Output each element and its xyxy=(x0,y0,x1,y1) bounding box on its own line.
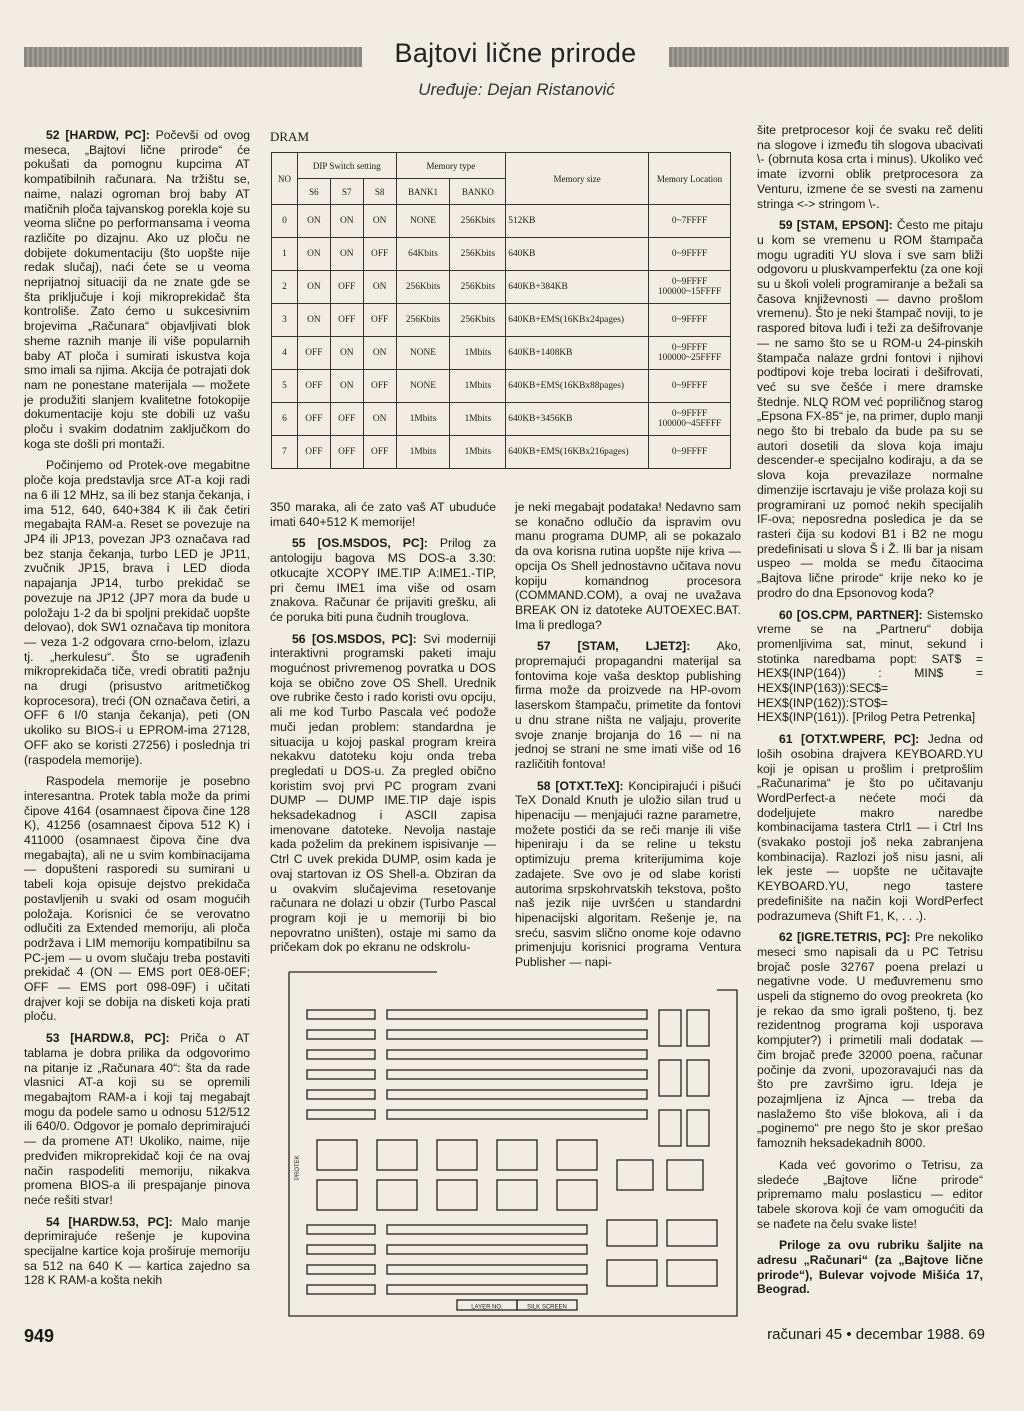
entry-tag-59: 59 [STAM, EPSON]: xyxy=(779,218,893,233)
entry-text-57: Ako, propremajući propagandni materijal sa fontovima koje vaša desktop publishing firma može da proizvede na HP-ovom laserskom štampaču, primetite da fontovi u dnu strane ništa ne valjaju, proverite svoje znanje brojanja do 16 — ni na jednoj se strani ne sme imati više od 16 različitih fontova! xyxy=(515,639,741,771)
masthead-bar-left xyxy=(24,47,362,67)
dram-cell-size: 640KB xyxy=(506,238,649,271)
entry-text-54: Malo manje deprimirajuće rešenje je kupovina specijalne kartice koja proširuje memoriju sa 512 na 640 K — kartica zajedno sa 128 K RAM-a košta nekih xyxy=(24,1214,250,1288)
dram-cell-size: 640KB+384KB xyxy=(506,271,649,304)
entry-text-61: Jedna od loših osobina drajvera KEYBOARD.YU koji je opisan u prošlim i pretprošlim „Računarima“ je što po učitavanju WordPerfect-a nećete moći da dodeljujete makro naredbe kombinacijama tastera Ctrl1 — i Ctrl Ins (svakako postoji još neka zabranjena kombinacija). Razlozi još nisu jasni, ali lek jeste — uopšte ne učitavajte KEYBOARD.YU, nego tastere predefinišite na način koji WordPerfect podrazumeva (Shift F1, K, . . .). xyxy=(757,732,983,923)
column-3 xyxy=(515,500,741,977)
slot-long-4 xyxy=(387,1070,647,1079)
dram-cell-bank0: 256Kbits xyxy=(450,271,506,304)
chip-12 xyxy=(667,1260,717,1286)
slot-long-10 xyxy=(387,1285,587,1294)
motherboard-layout-diagram xyxy=(287,970,739,1318)
dram-cell-no: 0 xyxy=(272,205,298,238)
chip-15 xyxy=(437,1140,477,1170)
chip-10 xyxy=(667,1220,717,1246)
dram-cell-s6: ON xyxy=(297,304,330,337)
dram-row xyxy=(272,304,731,337)
dram-cell-loc: 0~9FFFF xyxy=(649,238,731,271)
dram-cell-loc: 0~9FFFF 100000~45FFFF xyxy=(649,403,731,436)
dram-cell-bank0: 256Kbits xyxy=(450,205,506,238)
slot-4 xyxy=(307,1070,375,1079)
entry-text-60: Sistemsko vreme se na „Partneru“ dobija promenljivima sat, minut, sekund i stotinka naredbama popt: SAT$ = HEX$(INP(164)) : MIN$ = HEX$(INP(163)):SEC$= HEX$(INP(162)):STO$= HEX$(INP(161)). [Prilog Petra Petrenka] xyxy=(757,607,983,725)
paragraph-52 xyxy=(24,128,250,451)
slot-7 xyxy=(307,1225,375,1234)
dram-header-s8: S8 xyxy=(363,179,396,205)
dram-header-bank1: BANK1 xyxy=(396,179,450,205)
dram-cell-s8: ON xyxy=(363,205,396,238)
paragraph-62 xyxy=(757,930,983,1151)
dram-header-bank0: BANKO xyxy=(450,179,506,205)
dram-cell-bank0: 256Kbits xyxy=(450,238,506,271)
dram-cell-s7: OFF xyxy=(330,271,363,304)
dram-cell-s8: ON xyxy=(363,403,396,436)
dram-cell-bank1: 256Kbits xyxy=(396,304,450,337)
entry-text-53: Priča o AT tablama je dobra prilika da odgovorimo na pitanje iz „Računara 40“: šta da rade vlasnici AT-a koji su se opremili megabajtom RAM-a i koji taj megabajt mogu da podele samo u odnosu 512/512 ili 640/0. Odgovor je pomalo deprimirajući — da promene AT! Ukoliko, naime, nije predviđen mikroprekidač koji će na ovaj način raspodeliti memoriju, nikakva promena BIOS-a ili prespajanje pinova neće rešiti stvar! xyxy=(24,1031,250,1207)
dram-cell-s6: ON xyxy=(297,205,330,238)
paragraph-52c: Raspodela memorije je posebno interesantna. Protek tabla može da primi čipove 4164 (osamnaest čipova čine 128 K), 41256 (osamnaest čipova 512 K) i 411000 (osamnaest čipova čine dva megabajta), ali ne u svim kombinacijama — dopušteni rasporedi su sumirani u tabeli koja opisuje dejstvo prekidača postavljenih u svaki od osam mogućih položaja. Korisnici će se verovatno odlučiti za Extended memoriju, ali ploča podržava i LIM memoriju kompatibilnu sa PC-jem — u ovom slučaju treba postaviti prekidač 4 (ON — EMS port 0E8-0EF; OFF — EMS port 098-09F) i učitati drajver koji se dobija na disketi koja prati ploču. xyxy=(24,774,250,1024)
chip-11 xyxy=(607,1260,657,1286)
paragraph-55 xyxy=(270,536,496,624)
dram-cell-s7: ON xyxy=(330,370,363,403)
dram-cell-size: 640KB+EMS(16KBx88pages) xyxy=(506,370,649,403)
column-1 xyxy=(24,128,250,1295)
dram-row xyxy=(272,436,731,469)
dram-cell-s6: OFF xyxy=(297,436,330,469)
dram-cell-size: 512KB xyxy=(506,205,649,238)
chip-6 xyxy=(687,1110,709,1146)
chip-17 xyxy=(557,1140,597,1170)
dram-cell-s7: OFF xyxy=(330,436,363,469)
silk-label: SILK SCREEN xyxy=(527,1304,567,1311)
dram-cell-s7: ON xyxy=(330,337,363,370)
dram-cell-s6: ON xyxy=(297,238,330,271)
dram-cell-no: 2 xyxy=(272,271,298,304)
page-title: Bajtovi lične prirode xyxy=(394,38,637,68)
dram-header-s6: S6 xyxy=(297,179,330,205)
paragraph-54-end: 350 maraka, ali će zato vaš AT ubuduće imati 640+512 K memorije! xyxy=(270,500,496,529)
dram-cell-size: 640KB+1408KB xyxy=(506,337,649,370)
page-subtitle: Uređuje: Dejan Ristanović xyxy=(418,80,615,99)
masthead xyxy=(24,38,1009,72)
dram-cell-s6: OFF xyxy=(297,403,330,436)
slot-3 xyxy=(307,1050,375,1059)
paragraph-61 xyxy=(757,732,983,923)
chip-16 xyxy=(497,1140,537,1170)
chip-7 xyxy=(617,1160,653,1190)
entry-tag-55: 55 [OS.MSDOS, PC]: xyxy=(292,536,428,551)
paragraph-60 xyxy=(757,608,983,726)
dram-cell-bank1: NONE xyxy=(396,337,450,370)
chip-2 xyxy=(687,1010,709,1046)
layer-label: LAYER NO. xyxy=(471,1304,503,1311)
dram-cell-size: 640KB+EMS(16KBx24pages) xyxy=(506,304,649,337)
dram-cell-bank1: 1Mbits xyxy=(396,403,450,436)
entry-tag-53: 53 [HARDW.8, PC]: xyxy=(46,1031,170,1046)
masthead-bar-right xyxy=(669,47,1009,67)
slot-6 xyxy=(307,1110,375,1119)
dram-cell-no: 7 xyxy=(272,436,298,469)
chip-20 xyxy=(437,1180,477,1210)
dram-cell-s6: OFF xyxy=(297,370,330,403)
dram-cell-s7: OFF xyxy=(330,304,363,337)
entry-tag-52: 52 [HARDW, PC]: xyxy=(46,128,150,142)
chip-21 xyxy=(497,1180,537,1210)
dram-row xyxy=(272,271,731,304)
dram-header-no: NO xyxy=(272,153,298,205)
dram-cell-size: 640KB+EMS(16KBx216pages) xyxy=(506,436,649,469)
paragraph-63: Kada već govorimo o Tetrisu, za sledeće „Bajtove lične prirode“ pripremamo malu poslasticu — editor tabele skorova koji će vam omogućiti da se nađete na čelu svake liste! xyxy=(757,1157,983,1231)
chip-1 xyxy=(659,1010,681,1046)
dram-table-label: DRAM xyxy=(270,129,310,144)
slot-long-3 xyxy=(387,1050,647,1059)
dram-header-memloc: Memory Location xyxy=(649,153,731,205)
dram-cell-bank0: 1Mbits xyxy=(450,403,506,436)
dram-cell-s8: OFF xyxy=(363,436,396,469)
dram-cell-s7: ON xyxy=(330,205,363,238)
dram-row xyxy=(272,238,731,271)
entry-text-52: Počevši od ovog meseca, „Bajtovi lične prirode“ će pokušati da pomognu kupcima AT kompatibilnih računara. Na tržištu se, naime, nalazi ogroman broj baby AT matičnih ploča tajvanskog porekla koje su veoma slične po performansama i veoma različite po dizajnu. Ako uz ploču ne dobijete dokumentaciju (što uopšte nije redak slučaj), naći ćete se u veoma neprijatnoj situaciji da ne znate gde se šta priključuje i koji mikroprekidač šta kontroliše. Zato ćemo u sukcesivnim brojevima „Računara“ objavljivati blok sheme raznih manje ili više popularnih baby AT ploča i sumirati iskustva koja smo imali sa njima. Akcija će potrajati dok nam ne ponestane materijala — možete je produžiti slanjem kvalitetne fotokopije dokumentacije koju ste dobili uz vašu ploču i svakim dodatnim zaključkom do koga ste došli pri montaži. xyxy=(24,128,250,451)
chip-18 xyxy=(317,1180,357,1210)
entry-tag-56: 56 [OS.MSDOS, PC]: xyxy=(292,631,417,646)
dram-header-dip: DIP Switch setting xyxy=(297,153,396,179)
chip-4 xyxy=(687,1060,709,1096)
slot-long-9 xyxy=(387,1265,587,1274)
chip-3 xyxy=(659,1060,681,1096)
paragraph-58 xyxy=(515,779,741,970)
dram-header-s7: S7 xyxy=(330,179,363,205)
brand-label: PROTEK xyxy=(295,1155,301,1180)
dram-cell-s8: ON xyxy=(363,271,396,304)
dram-row xyxy=(272,205,731,238)
dram-cell-bank1: 64Kbits xyxy=(396,238,450,271)
dram-cell-bank0: 1Mbits xyxy=(450,370,506,403)
dram-cell-s8: OFF xyxy=(363,238,396,271)
page-number-left: 949 xyxy=(24,1326,55,1346)
entry-tag-62: 62 [IGRE.TETRIS, PC]: xyxy=(779,930,911,945)
chip-13 xyxy=(317,1140,357,1170)
entry-text-62: Pre nekoliko meseci smo napisali da u PC Tetrisu brojač posle 32767 poena prelazi u negativne vode. U međuvremenu smo uspeli da stignemo do ovog preokreta (ko je rekao da smo igrali pošteno, tj. bez rezidentnog programa koji usporava kompjuter?) i primetili mali dodatak — čim brojač pređe 32000 poena, računar počinje da zvoni, upozoravajući nas da što pre završimo igru. Ideja je pozajmljena iz Ajnca — treba da naslažemo što više blokova, ali i da „poginemo“ pre nego što je skor prešao famoznih heksadekadnih 8000. xyxy=(757,930,983,1151)
entry-text-56: Svi moderniji interaktivni programski paketi imaju mogućnost privremenog povratka u DOS koja se obično zove OS Shell. Urednik ove rubrike često i rado koristi ovu opciju, ali me kod Turbo Pascala već podože muči jedan problem: standardna je situacija u kojoj paskal program kreira nekakvu datoteku koju onda treba pregledati u DOS-u. Za pregled obično koristim svoj prvi PC program zvani DUMP — DUMP IME.TIP daje ispis heksadekadnog i ASCII zapisa imenovane datoteke. Nevolja nastaje kada poželim da prekinem ispisivanje — Ctrl C uvek prekida DUMP, osim kada je ovaj startovan iz OS Shell-a. Obziran da u ovakvim slučajevima resetovanje računara ne dolazi u obzir (Turbo Pascal program koji je u memoriji bi bio nepovratno uništen), ostaje mi samo da pričekam dok po ekranu ne odskrolu- xyxy=(270,631,496,955)
dram-cell-loc: 0~9FFFF xyxy=(649,304,731,337)
dram-cell-loc: 0~7FFFF xyxy=(649,205,731,238)
dram-cell-loc: 0~9FFFF 100000~15FFFF xyxy=(649,271,731,304)
slot-1 xyxy=(307,1010,375,1019)
paragraph-53 xyxy=(24,1031,250,1207)
dram-cell-no: 1 xyxy=(272,238,298,271)
dram-cell-bank1: NONE xyxy=(396,370,450,403)
paragraph-54 xyxy=(24,1215,250,1289)
dram-cell-no: 6 xyxy=(272,403,298,436)
dram-row xyxy=(272,403,731,436)
dram-cell-loc: 0~9FFFF xyxy=(649,370,731,403)
dram-cell-bank0: 1Mbits xyxy=(450,436,506,469)
paragraph-57 xyxy=(515,639,741,771)
dram-cell-s8: OFF xyxy=(363,370,396,403)
entry-tag-54: 54 [HARDW.53, PC]: xyxy=(46,1214,173,1229)
entry-text-58: Koncipirajući i pišući TeX Donald Knuth je uložio silan trud u hipenaciju — menjajući razne parametre, možete postići da se reči manje ili više hipeniraju i da se reline u tekstu optimizuju prema kriterijumima koje zadajete. Sve ovo je od slabe koristi autorima srpskohrvatskih tekstova, pošto naš jezik nije uvršćen u standardni hipenacijski algoritam. Rešenje je, na sreću, sasvim slično onome koje odavno primenjuju korisnici programa Ventura Publisher — napi- xyxy=(515,778,741,970)
slot-long-6 xyxy=(387,1110,647,1119)
dram-cell-s7: ON xyxy=(330,238,363,271)
paragraph-56-end: je neki megabajt podataka! Nedavno sam se konačno odlučio da ispravim ovu manu programa DUMP, ali se pokazalo da ova korisna rutina uopšte nije kriva — opcija Os Shell jednostavno učitava novu kopiju komandnog procesora (COMMAND.COM), a ovaj ne uvažava BREAK ON iz datoteke AUTOEXEC.BAT. Ima li predloga? xyxy=(515,500,741,632)
dram-cell-s8: ON xyxy=(363,337,396,370)
dram-cell-s6: ON xyxy=(297,271,330,304)
slot-9 xyxy=(307,1265,375,1274)
chip-19 xyxy=(377,1180,417,1210)
entry-text-59: Često me pitaju u kom se vremenu u ROM štampača mogu ugraditi YU slova i sve sam bliži odgovoru u pluskvamperfektu (za one koji su u školi voleli programiranje a bežali sa časova književnosti — davno prošlom vremenu). Što je neki štampač noviji, to je raspored bitova luđi i teži za dešifrovanje — ne samo što se u ROM-u 24-pinskih štampača nalaze grdni fontovi i njihovi podtipovi koje treba locirati i dešifrovati, već su sve češće i mere dramske štednje. NLQ ROM već popriličnog starog „Epsona FX-85“ je, na primer, duplo manji nego što bi trebalo da bude pa su se autori dosetili da slova koja imaju descender-e specijalno kodiraju, a da se slova koja prevazilaze normalne dimenzije iscrtavaju je više prolaza koji su programirani uz pomoć nekih specijalih IF-ova; neposredna posledica je da se rasteri čija su kodovi B1 i B2 ne mogu predefinisati u slova Š i Ž. Ili bar ja nisam uspeo — molda se među čitaocima „Bajtova lične prirode“ krije neko ko je prodro do dna Epsonovog koda? xyxy=(757,218,983,600)
dram-cell-loc: 0~9FFFF xyxy=(649,436,731,469)
dram-header-memsize: Memory size xyxy=(506,153,649,205)
slot-long-1 xyxy=(387,1010,647,1019)
slot-long-8 xyxy=(387,1245,587,1254)
page-footer-right: računari 45 • decembar 1988. 69 xyxy=(767,1326,985,1343)
dram-cell-s7: OFF xyxy=(330,403,363,436)
dram-cell-s6: OFF xyxy=(297,337,330,370)
slot-10 xyxy=(307,1285,375,1294)
chip-22 xyxy=(557,1180,597,1210)
submission-note: Priloge za ovu rubriku šaljite na adresu „Računari“ (za „Bajtove lične prirode“), Bulevar vojvode Mišića 17, Beograd. xyxy=(757,1238,983,1297)
dram-cell-bank1: 256Kbits xyxy=(396,271,450,304)
dram-cell-loc: 0~9FFFF 100000~25FFFF xyxy=(649,337,731,370)
chip-5 xyxy=(659,1110,681,1146)
dram-cell-size: 640KB+3456KB xyxy=(506,403,649,436)
paragraph-56 xyxy=(270,632,496,955)
dram-table xyxy=(271,152,731,469)
dram-cell-bank1: 1Mbits xyxy=(396,436,450,469)
dram-header-memtype: Memory type xyxy=(396,153,506,179)
paragraph-58-end: šite pretprocesor koji će svaku reč deliti na slogove i između tih slogova ubacivati \- (obrnuta kosa crta i minus). Ukoliko već imate izvorni oblik pretprocesora za Venturu, izmene će se svesti na zamenu stringa <-> stringom \-. xyxy=(757,123,983,211)
dram-cell-no: 5 xyxy=(272,370,298,403)
entry-tag-60: 60 [OS.CPM, PARTNER]: xyxy=(779,607,923,622)
paragraph-59 xyxy=(757,218,983,600)
entry-tag-61: 61 [OTXT.WPERF, PC]: xyxy=(779,732,920,747)
dram-cell-no: 3 xyxy=(272,304,298,337)
slot-5 xyxy=(307,1090,375,1099)
dram-cell-bank0: 256Kbits xyxy=(450,304,506,337)
paragraph-52b: Počinjemo od Protek-ove megabitne ploče koja predstavlja srce AT-a koji radi na 6 ili 12 MHz, sa ili bez stanja čekanja, i ima 512, 640, 640+384 K ili čak četiri megabajta RAM-a. Reset se povezuje na JP4 ili JP13, povezan JP3 označava rad bez stanja čekanja, turbo LED je JP11, zvučnik JP15, brava i LED dioda napajanja JP14, turbo prekidač se povezuje na JP12 (JP7 mora da bude u položaju 1-2 da bi spoljni prekidač uopšte delovao), dok SW1 označava tip monitora — veza 1-2 odgovara crno-belom, izlazu tj. „herkulesu“. Što se ugrađenih mikroprekidača tiče, vredi obratiti pažnju na drugi (prisustvo aritmetičkog koprocesora), treći (ON označava četiri, a OFF 6 I/0 stanja čekanja), peti (ON ukoliko su BIOS-i u EPROM-ima 27128, OFF ako se koristi 27256) i poslednja tri (raspodela memorije). xyxy=(24,458,250,767)
chip-14 xyxy=(377,1140,417,1170)
dram-cell-bank1: NONE xyxy=(396,205,450,238)
dram-row xyxy=(272,370,731,403)
column-2 xyxy=(270,500,496,962)
dram-cell-s8: OFF xyxy=(363,304,396,337)
slot-long-5 xyxy=(387,1090,647,1099)
slot-long-7 xyxy=(387,1225,587,1234)
slot-2 xyxy=(307,1030,375,1039)
dram-cell-bank0: 1Mbits xyxy=(450,337,506,370)
dram-cell-no: 4 xyxy=(272,337,298,370)
chip-8 xyxy=(667,1160,703,1190)
dram-row xyxy=(272,337,731,370)
entry-tag-57: 57 [STAM, LJET2]: xyxy=(537,639,691,654)
entry-text-55: Prilog za antologiju bagova MS DOS-a 3.30: otkucajte XCOPY IME.TIP A:IME1.-TIP, pri čemu IME1 ima više od osam znakova. Računar će prijaviti grešku, ali će poruka biti puna čudnih trouglova. xyxy=(270,536,496,624)
column-4 xyxy=(757,123,983,1304)
entry-tag-58: 58 [OTXT.TeX]: xyxy=(537,778,624,793)
slot-long-2 xyxy=(387,1030,647,1039)
slot-8 xyxy=(307,1245,375,1254)
chip-9 xyxy=(607,1220,657,1246)
